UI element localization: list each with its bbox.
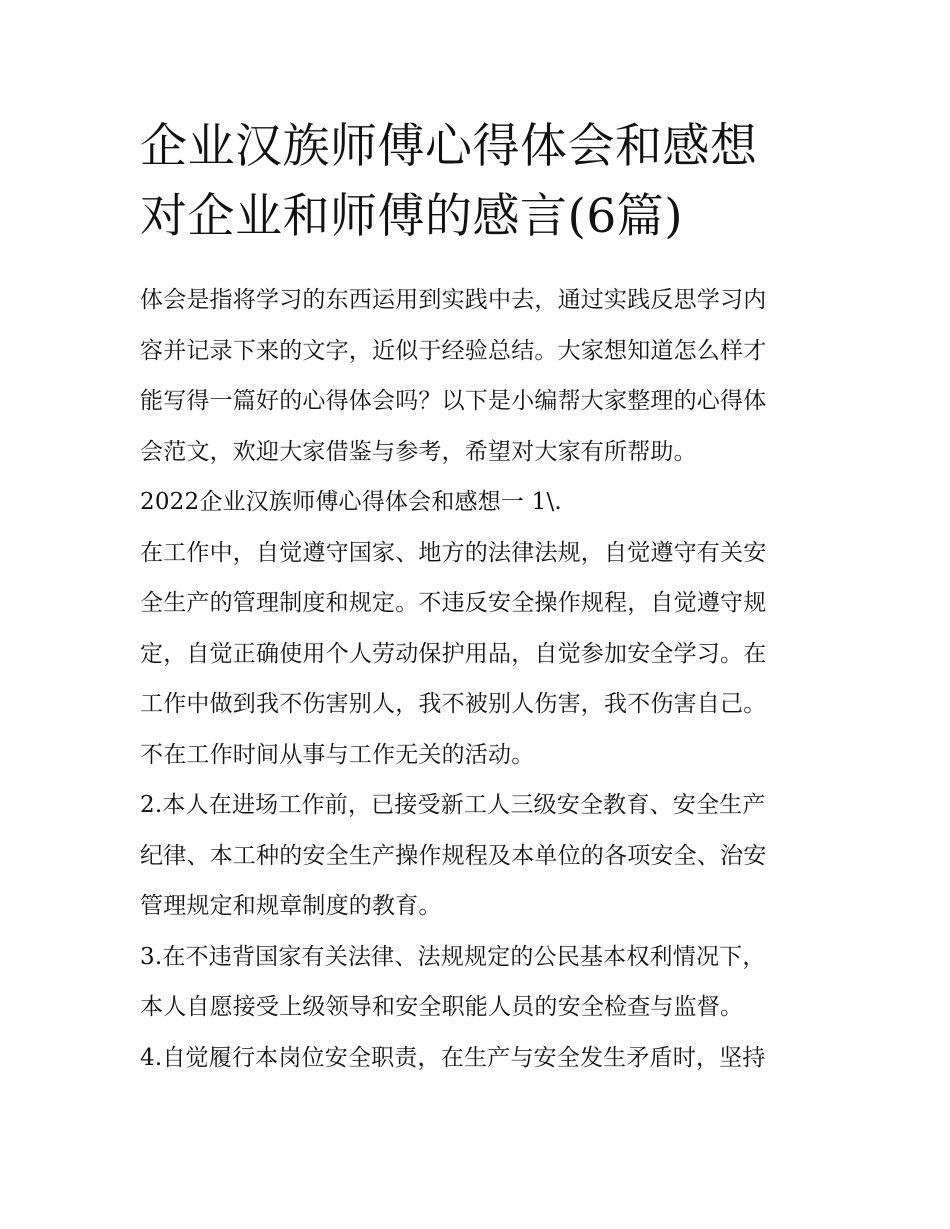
text-line: 在工作中，自觉遵守国家、地方的法律法规，自觉遵守有关安 [140, 539, 767, 566]
text-line: 4.自觉履行本岗位安全职责，在生产与安全发生矛盾时，坚持 [140, 1044, 766, 1071]
text-line: 不在工作时间从事与工作无关的活动。 [140, 741, 535, 768]
text-line: 体会是指将学习的东西运用到实践中去，通过实践反思学习内 [140, 287, 767, 313]
list-item-2 [140, 780, 812, 932]
text-line: 管理规定和规章制度的教育。 [140, 893, 442, 919]
list-item-3 [140, 932, 812, 1033]
document-title [140, 112, 812, 252]
text-line: 全生产的管理制度和规定。不违反安全操作规程，自觉遵守规 [140, 590, 767, 616]
text-line: 定，自觉正确使用个人劳动保护用品，自觉参加安全学习。在 [140, 640, 767, 667]
title-line-1: 企业汉族师傅心得体会和感想 [140, 119, 758, 174]
body-paragraph [140, 528, 812, 781]
text-line: 纪律、本工种的安全生产操作规程及本单位的各项安全、治安 [140, 842, 767, 869]
text-line: 会范文，欢迎大家借鉴与参考，希望对大家有所帮助。 [140, 438, 697, 465]
text-line: 2.本人在进场工作前，已接受新工人三级安全教育、安全生产 [140, 792, 766, 818]
text-line: 工作中做到我不伤害别人，我不被别人伤害，我不伤害自己。 [140, 691, 767, 717]
text-line: 2022企业汉族师傅心得体会和感想一 1\. [140, 489, 562, 515]
title-line-2: 对企业和师傅的感言(6篇) [140, 189, 684, 244]
text-line: 容并记录下来的文字，近似于经验总结。大家想知道怎么样才 [140, 337, 767, 364]
text-line: 能写得一篇好的心得体会吗？以下是小编帮大家整理的心得体 [140, 388, 767, 414]
document-body [140, 112, 812, 1083]
text-line: 本人自愿接受上级领导和安全职能人员的安全检查与监督。 [140, 994, 744, 1020]
list-item-4 [140, 1033, 812, 1084]
intro-paragraph [140, 275, 812, 477]
section-heading [140, 477, 812, 528]
text-line: 3.在不违背国家有关法律、法规规定的公民基本权利情况下， [140, 943, 766, 970]
